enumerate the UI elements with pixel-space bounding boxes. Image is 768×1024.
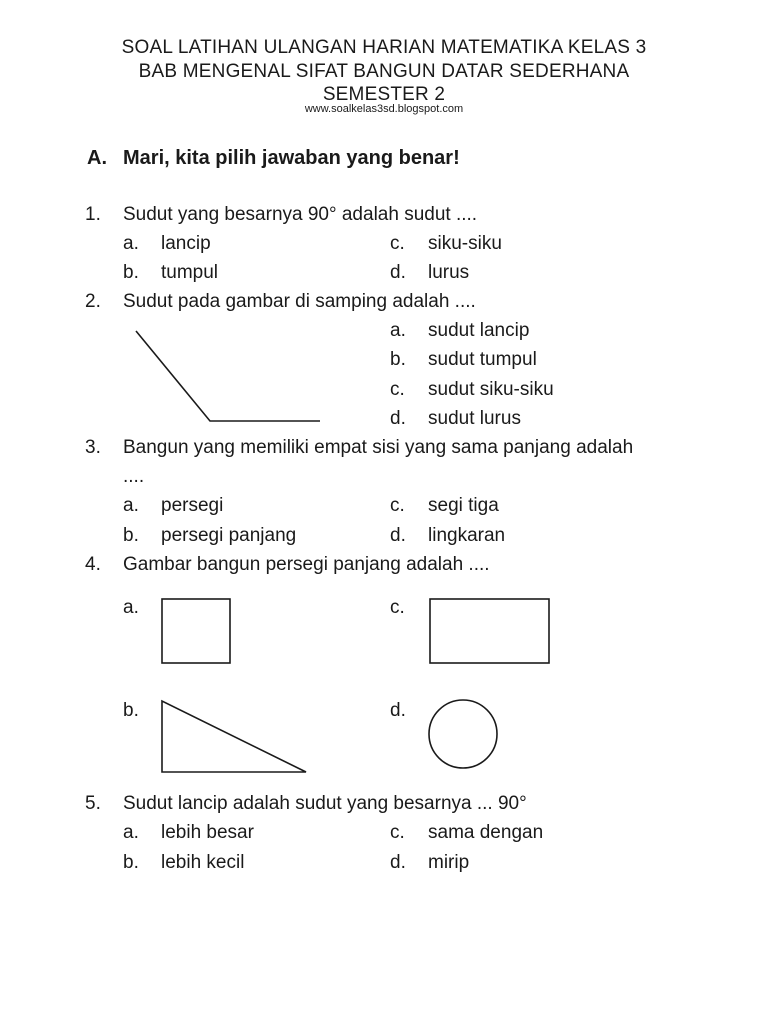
right-triangle-shape: [161, 700, 311, 776]
worksheet-title-line-1: SOAL LATIHAN ULANGAN HARIAN MATEMATIKA KELAS 3: [121, 37, 647, 58]
option-text-a: lebih besar: [161, 822, 254, 843]
question-number: 1.: [85, 204, 101, 225]
option-text-a: sudut lancip: [428, 320, 530, 341]
option-text-d: sudut lurus: [428, 408, 521, 429]
option-text-d: mirip: [428, 852, 470, 873]
section-heading: [87, 147, 460, 170]
option-letter-a: a.: [123, 597, 139, 618]
option-letter-b: b.: [123, 700, 139, 721]
option-letter-c: c.: [390, 597, 405, 618]
option-letter-d: d.: [390, 408, 406, 429]
option-letter-b: b.: [123, 852, 139, 873]
question-text: Gambar bangun persegi panjang adalah ....: [123, 554, 490, 575]
option-text-c: sudut siku-siku: [428, 379, 554, 400]
option-letter-b: b.: [123, 262, 139, 283]
square-shape: [161, 598, 233, 666]
option-letter-a: a.: [390, 320, 406, 341]
question-number: 5.: [85, 793, 101, 814]
source-url: www.soalkelas3sd.blogspot.com: [304, 103, 464, 115]
option-text-c: siku-siku: [428, 233, 502, 254]
option-letter-b: b.: [123, 525, 139, 546]
option-letter-d: d.: [390, 852, 406, 873]
option-text-b: tumpul: [161, 262, 219, 283]
question-text: Sudut yang besarnya 90° adalah sudut ....: [123, 204, 478, 225]
rectangle-shape: [429, 598, 553, 666]
option-letter-d: d.: [390, 525, 406, 546]
question-text: Sudut pada gambar di samping adalah ....: [123, 291, 476, 312]
option-letter-c: c.: [390, 233, 405, 254]
option-text-a: persegi: [161, 495, 224, 516]
worksheet-title-line-2: BAB MENGENAL SIFAT BANGUN DATAR SEDERHANA: [138, 61, 630, 82]
option-text-a: lancip: [161, 233, 211, 254]
worksheet-title-line-3: SEMESTER 2: [322, 84, 446, 105]
option-text-d: lurus: [428, 262, 470, 283]
question-text: Sudut lancip adalah sudut yang besarnya ... 90°: [123, 793, 527, 814]
option-text-b: lebih kecil: [161, 852, 245, 873]
question-text: Bangun yang memiliki empat sisi yang sama panjang adalah: [123, 437, 634, 458]
option-letter-c: c.: [390, 379, 405, 400]
section-letter: A.: [87, 147, 107, 169]
option-text-b: sudut tumpul: [428, 349, 537, 370]
section-title: Mari, kita pilih jawaban yang benar!: [123, 147, 460, 169]
question-number: 3.: [85, 437, 101, 458]
option-text-b: persegi panjang: [161, 525, 297, 546]
obtuse-angle-figure: [130, 325, 330, 430]
question-number: 4.: [85, 554, 101, 575]
option-letter-a: a.: [123, 495, 139, 516]
question-number: 2.: [85, 291, 101, 312]
option-text-c: segi tiga: [428, 495, 499, 516]
option-letter-c: c.: [390, 822, 405, 843]
option-text-d: lingkaran: [428, 525, 506, 546]
option-letter-b: b.: [390, 349, 406, 370]
circle-shape: [428, 698, 502, 772]
option-letter-a: a.: [123, 233, 139, 254]
option-letter-c: c.: [390, 495, 405, 516]
option-letter-d: d.: [390, 700, 406, 721]
option-text-c: sama dengan: [428, 822, 544, 843]
question-text-continuation: ....: [123, 466, 145, 487]
option-letter-a: a.: [123, 822, 139, 843]
option-letter-d: d.: [390, 262, 406, 283]
